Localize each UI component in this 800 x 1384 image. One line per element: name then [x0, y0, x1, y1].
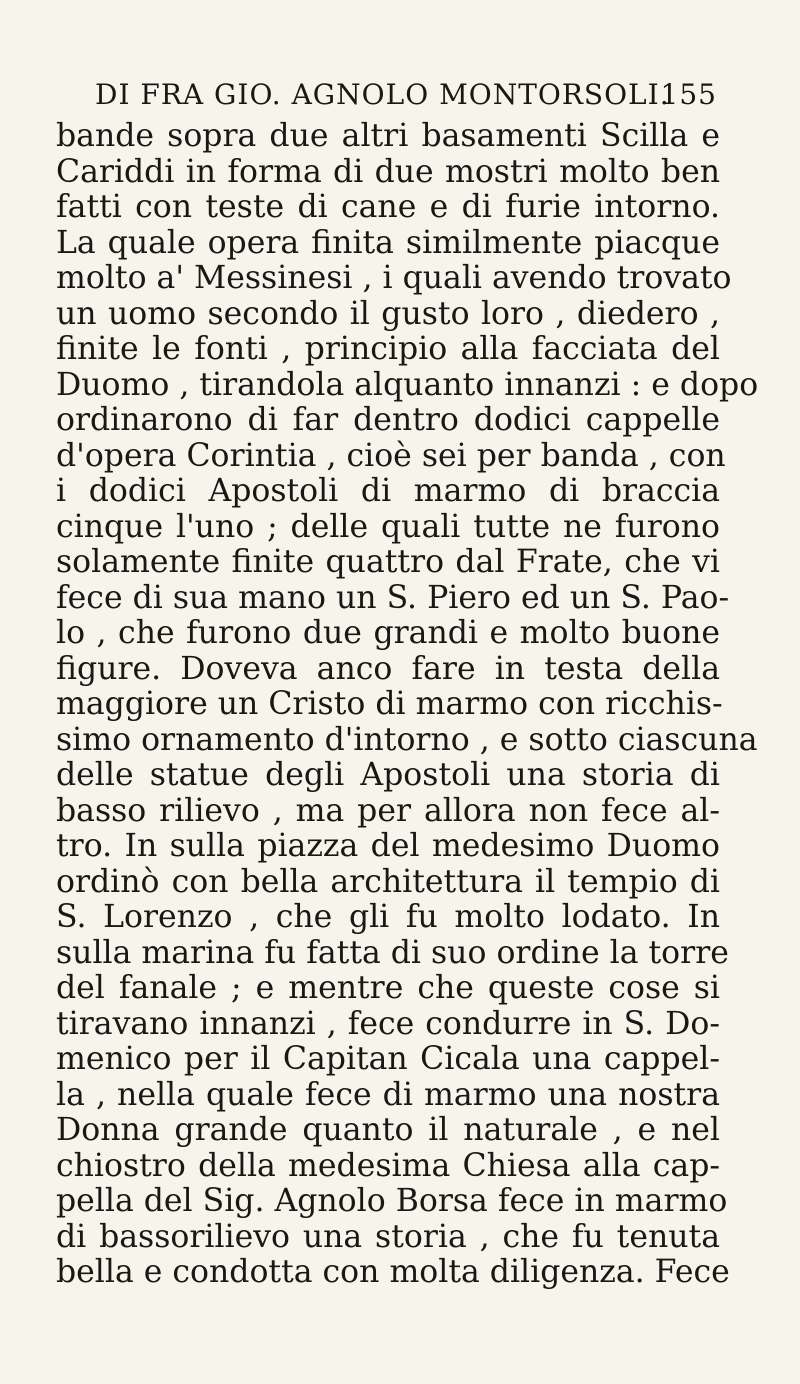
text-line: delle statue degli Apostoli una storia di: [56, 757, 720, 793]
text-line: basso rilievo , ma per allora non fece al-: [56, 792, 720, 829]
page-number: 155: [660, 78, 717, 111]
text-line: ordinò con bella architettura il tempio di: [56, 863, 720, 900]
text-line: bella e condotta con molta diligenza. Fece: [56, 1254, 730, 1290]
text-line: figure. Doveva anco fare in testa della: [56, 650, 720, 687]
text-line: menico per il Capitan Cicala una cappel-: [56, 1041, 720, 1077]
text-line: Duomo , tirandola alquanto innanzi : e dopo: [56, 366, 759, 403]
text-line: simo ornamento d'intorno , e sotto ciascuna: [56, 721, 758, 758]
text-line: sulla marina fu fatta di suo ordine la torre: [56, 934, 729, 971]
text-line: cinque l'uno ; delle quali tutte ne furono: [56, 508, 720, 545]
text-line: la , nella quale fece di marmo una nostra: [56, 1076, 720, 1113]
text-line: solamente finite quattro dal Frate, che vi: [56, 544, 720, 580]
text-line: tiravano innanzi , fece condurre in S. Do-: [56, 1005, 720, 1042]
text-line: fece di sua mano un S. Piero ed un S. Pao-: [56, 579, 730, 616]
text-line: La quale opera finita similmente piacque: [56, 224, 720, 261]
text-line: bande sopra due altri basamenti Scilla e: [56, 118, 720, 154]
text-line: Cariddi in forma di due mostri molto ben: [56, 153, 720, 190]
text-line: finite le fonti , principio alla facciata del: [56, 331, 720, 367]
page-header: [95, 78, 717, 120]
text-line: molto a' Messinesi , i quali avendo trovato: [56, 260, 732, 296]
text-line: tro. In sulla piazza del medesimo Duomo: [56, 828, 720, 864]
text-line: pella del Sig. Agnolo Borsa fece in marmo: [56, 1183, 728, 1219]
text-line: del fanale ; e mentre che queste cose si: [56, 970, 720, 1006]
text-line: Donna grande quanto il naturale , e nel: [56, 1112, 720, 1148]
text-line: maggiore un Cristo di marmo con ricchis-: [56, 686, 723, 722]
text-line: S. Lorenzo , che gli fu molto lodato. In: [56, 899, 720, 935]
running-head: DI FRA GIO. AGNOLO MONTORSOLI.: [95, 78, 670, 111]
body-text: [56, 118, 759, 1291]
text-line: fatti con teste di cane e di furie intorno.: [56, 189, 720, 225]
text-line: d'opera Corintia , cioè sei per banda , con: [56, 437, 726, 474]
text-line: i dodici Apostoli di marmo di braccia: [56, 473, 720, 509]
text-line: di bassorilievo una storia , che fu tenuta: [56, 1218, 720, 1255]
text-line: lo , che furono due grandi e molto buone: [56, 615, 720, 651]
text-line: un uomo secondo il gusto loro , diedero ,: [56, 295, 720, 332]
text-line: ordinarono di far dentro dodici cappelle: [56, 402, 720, 438]
text-line: chiostro della medesima Chiesa alla cap-: [56, 1147, 720, 1184]
